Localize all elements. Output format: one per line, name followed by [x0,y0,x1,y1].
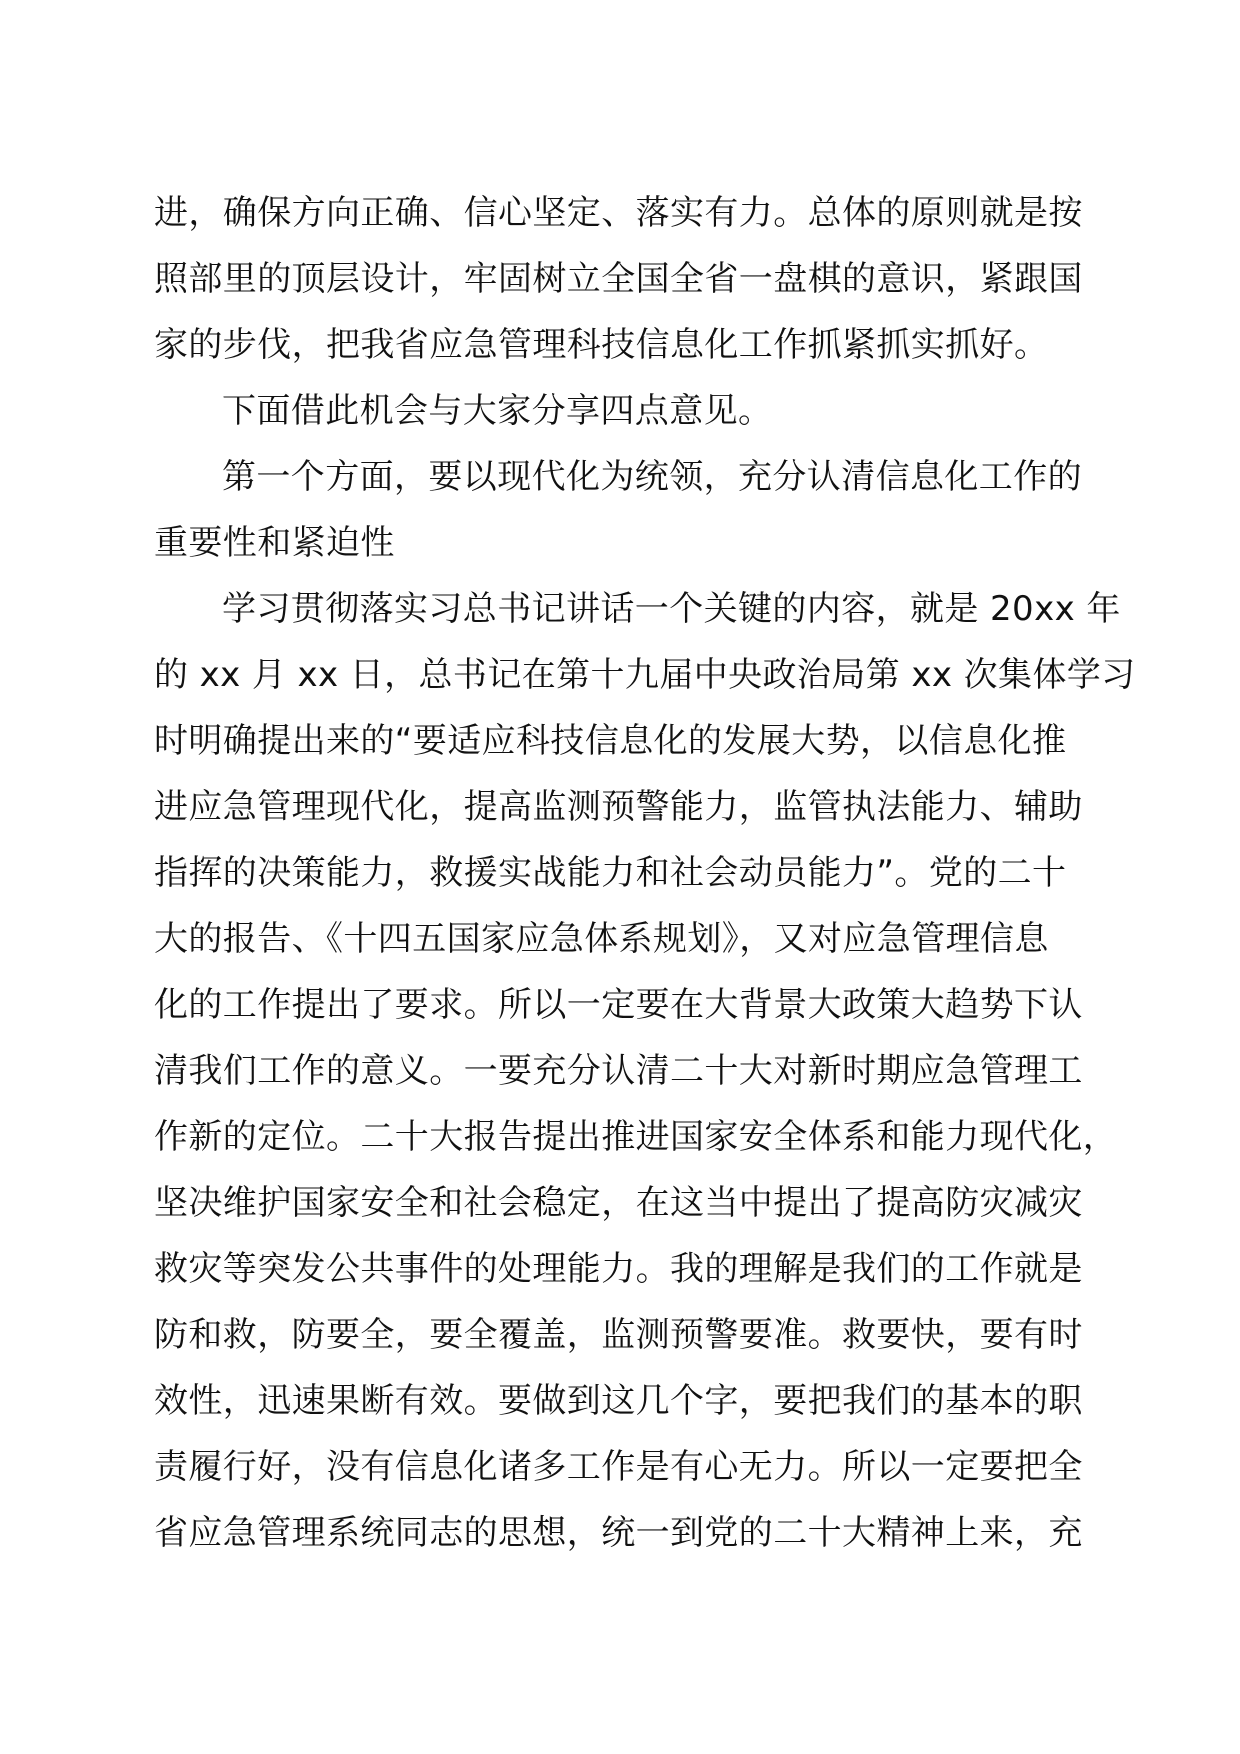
text-line-7: 学习贯彻落实习总书记讲话一个关键的内容，就是 20xx 年 [222,589,1121,629]
section-heading-line-1: 第一个方面，要以现代化为统领，充分认清信息化工作的 [222,457,1082,497]
text-line-15: 作新的定位。二十大报告提出推进国家安全体系和能力现代化， [154,1117,1118,1157]
text-line-9: 时明确提出来的“要适应科技信息化的发展大势，以信息化推 [154,721,1067,761]
text-line-14: 清我们工作的意义。一要充分认清二十大对新时期应急管理工 [154,1051,1083,1091]
text-line-20: 责履行好，没有信息化诸多工作是有心无力。所以一定要把全 [154,1447,1083,1487]
text-line-18: 防和救，防要全，要全覆盖，监测预警要准。救要快，要有时 [154,1315,1083,1355]
section-heading-line-2: 重要性和紧迫性 [154,523,395,563]
text-line-2: 照部里的顶层设计，牢固树立全国全省一盘棋的意识，紧跟国 [154,259,1083,299]
text-line-12: 大的报告、《十四五国家应急体系规划》，又对应急管理信息 [154,919,1049,959]
text-line-13: 化的工作提出了要求。所以一定要在大背景大政策大趋势下认 [154,985,1083,1025]
text-line-11: 指挥的决策能力，救援实战能力和社会动员能力”。党的二十 [154,853,1067,893]
text-line-1: 进，确保方向正确、信心坚定、落实有力。总体的原则就是按 [154,193,1083,233]
document-body [154,180,1136,1566]
paragraph-intro: 下面借此机会与大家分享四点意见。 [222,391,773,431]
text-line-10: 进应急管理现代化，提高监测预警能力，监管执法能力、辅助 [154,787,1083,827]
text-line-21: 省应急管理系统同志的思想，统一到党的二十大精神上来，充 [154,1513,1083,1553]
text-line-3: 家的步伐，把我省应急管理科技信息化工作抓紧抓实抓好。 [154,325,1049,365]
text-line-19: 效性，迅速果断有效。要做到这几个字，要把我们的基本的职 [154,1381,1083,1421]
text-line-8: 的 xx 月 xx 日，总书记在第十九届中央政治局第 xx 次集体学习 [154,655,1136,695]
text-line-17: 救灾等突发公共事件的处理能力。我的理解是我们的工作就是 [154,1249,1083,1289]
text-line-16: 坚决维护国家安全和社会稳定，在这当中提出了提高防灾减灾 [154,1183,1083,1223]
